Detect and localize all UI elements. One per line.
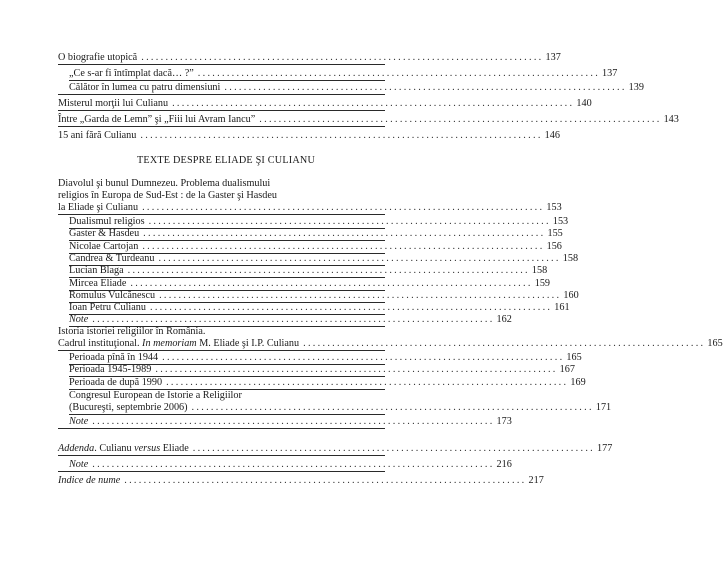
- toc-entry-title: „Ce s-ar fi întîmplat dacă… ?”: [69, 68, 194, 79]
- toc-entry-title: 15 ani fără Culianu: [58, 130, 137, 141]
- leader-dots: ...................................................................................: [158, 252, 561, 264]
- toc-entry: [69, 240, 562, 253]
- toc-entry-page: 137: [602, 68, 618, 79]
- toc-entry: [69, 402, 612, 414]
- toc-entry-page: 161: [554, 302, 570, 314]
- toc-entry: [69, 228, 563, 240]
- toc-entry-title: Indice de nume: [58, 475, 121, 486]
- toc-entry-title: Gaster & Hasdeu: [69, 228, 140, 240]
- leader-dots: ...................................................................................: [141, 52, 544, 63]
- leader-dots: ...................................................................................: [142, 202, 545, 213]
- toc-entry-page: 160: [563, 289, 579, 301]
- toc-entry-title: Ioan Petru Culianu: [69, 302, 146, 314]
- toc-entry-title: (Bucureşti, septembrie 2006): [69, 402, 188, 413]
- toc-entry-title: Note: [69, 459, 89, 470]
- toc-entry-page: 169: [570, 376, 586, 388]
- leader-dots: ...................................................................................: [224, 82, 627, 93]
- toc-entry-title: Misterul morţii lui Culianu: [58, 98, 169, 109]
- toc-entry-page: 143: [663, 114, 679, 125]
- toc-entry-page: 171: [595, 402, 612, 413]
- toc-entry-title: Perioada 1945-1989: [69, 364, 152, 376]
- leader-dots: ...................................................................................: [92, 459, 495, 470]
- leader-dots: ...................................................................................: [140, 130, 543, 141]
- toc-entry-page: 155: [547, 228, 563, 240]
- toc-entry-title: Perioada de după 1990: [69, 376, 163, 388]
- toc-entry-page: 158: [531, 265, 548, 277]
- divider: [58, 110, 385, 111]
- toc-entry: [69, 252, 579, 265]
- toc-entry: [58, 475, 544, 487]
- toc-entry: [58, 130, 560, 142]
- toc-entry-title: O biografie utopică: [58, 52, 138, 63]
- section-heading: TEXTE DESPRE ELIADE ŞI CULIANU: [136, 155, 316, 166]
- toc-entry-title: Candrea & Turdeanu: [69, 252, 155, 264]
- toc-entry-page: 173: [496, 416, 512, 427]
- leader-dots: ...................................................................................: [124, 475, 527, 486]
- block-title-line: Congresul European de Istorie a Religiilor: [69, 390, 242, 401]
- toc-entry: [58, 443, 613, 455]
- toc-entry-title: Note: [69, 416, 89, 427]
- toc-entry: [58, 202, 562, 214]
- toc-entry-page: 156: [546, 240, 562, 252]
- divider: [58, 455, 385, 456]
- leader-dots: ...................................................................................: [192, 443, 596, 454]
- toc-entry: [69, 216, 569, 228]
- divider: [58, 126, 385, 127]
- leader-dots: ...................................................................................: [191, 402, 594, 413]
- toc-entry: [69, 416, 512, 428]
- divider: [58, 214, 385, 215]
- toc-entry-page: 139: [628, 82, 644, 93]
- leader-dots: ...................................................................................: [127, 265, 530, 277]
- toc-entry-page: 140: [576, 98, 592, 109]
- leader-dots: ...................................................................................: [142, 240, 545, 252]
- toc-entry-page: 217: [528, 475, 544, 486]
- divider: [58, 471, 385, 472]
- leader-dots: ...................................................................................: [130, 277, 533, 289]
- toc-entry-title: Cadrul instituţional. In memoriam M. Eliade şi I.P. Culianu: [58, 338, 300, 349]
- toc-entry-title: Călător în lumea cu patru dimensiuni: [69, 82, 221, 93]
- toc-entry-page: 158: [562, 252, 579, 264]
- toc-entry-page: 162: [496, 314, 512, 326]
- divider: [69, 414, 385, 415]
- toc-entry-title: Mircea Eliade: [69, 277, 127, 289]
- toc-entry: [69, 302, 570, 314]
- toc-entry: [69, 459, 512, 471]
- toc-entry-page: 165: [707, 338, 723, 349]
- toc-entry: [58, 98, 592, 110]
- leader-dots: ...................................................................................: [303, 338, 706, 349]
- divider: [69, 80, 385, 81]
- toc-entry-title: Addenda. Culianu versus Eliade: [58, 443, 189, 454]
- divider: [58, 428, 385, 429]
- toc-entry-page: 167: [559, 364, 575, 376]
- toc-entry: [69, 265, 548, 277]
- leader-dots: ...................................................................................: [155, 364, 558, 376]
- toc-entry-page: 159: [534, 277, 550, 289]
- divider: [58, 350, 385, 351]
- leader-dots: ...................................................................................: [143, 228, 546, 240]
- toc-entry-title: Note: [69, 314, 89, 326]
- toc-entry-title: Perioada pînă în 1944: [69, 352, 159, 363]
- toc-entry: [58, 114, 679, 126]
- leader-dots: ...................................................................................: [92, 314, 495, 326]
- leader-dots: ...................................................................................: [162, 352, 565, 363]
- toc-entry: [58, 52, 561, 64]
- toc-entry-page: 137: [545, 52, 561, 63]
- toc-entry-page: 153: [546, 202, 562, 213]
- toc-entry: [58, 338, 723, 350]
- leader-dots: ...................................................................................: [159, 289, 562, 301]
- toc-entry-title: Romulus Vulcănescu: [69, 289, 156, 301]
- leader-dots: ...................................................................................: [149, 302, 553, 314]
- toc-entry-page: 216: [496, 459, 512, 470]
- leader-dots: ...................................................................................: [197, 68, 601, 79]
- toc-entry: [69, 82, 644, 94]
- leader-dots: ...................................................................................: [259, 114, 662, 125]
- toc-entry: [69, 364, 575, 376]
- toc-entry-page: 153: [552, 216, 569, 227]
- toc-entry: [69, 277, 550, 290]
- toc-entry: [69, 352, 582, 364]
- divider: [58, 94, 385, 95]
- toc-entry: [69, 314, 512, 326]
- toc-entry-title: Lucian Blaga: [69, 265, 124, 277]
- block-title-line: religios în Europa de Sud-Est : de la Gaster şi Hasdeu: [58, 190, 277, 201]
- leader-dots: ...................................................................................: [172, 98, 575, 109]
- divider: [58, 64, 385, 65]
- toc-entry: [69, 68, 618, 80]
- toc-entry: [69, 289, 579, 302]
- leader-dots: ...................................................................................: [166, 376, 569, 388]
- toc-entry-title: la Eliade şi Culianu: [58, 202, 139, 213]
- leader-dots: ...................................................................................: [92, 416, 495, 427]
- toc-entry-title: Dualismul religios: [69, 216, 145, 227]
- toc-entry: [69, 376, 586, 389]
- toc-entry-page: 146: [544, 130, 560, 141]
- block-title-line: Istoria istoriei religiilor în România.: [58, 326, 206, 337]
- toc-entry-page: 177: [597, 443, 613, 454]
- leader-dots: ...................................................................................: [148, 216, 551, 227]
- toc-entry-page: 165: [566, 352, 582, 363]
- toc-entry-title: Între „Garda de Lemn” şi „Fiii lui Avram Iancu”: [58, 114, 256, 125]
- toc-entry-title: Nicolae Cartojan: [69, 240, 139, 252]
- block-title-line: Diavolul şi bunul Dumnezeu. Problema dualismului: [58, 178, 271, 189]
